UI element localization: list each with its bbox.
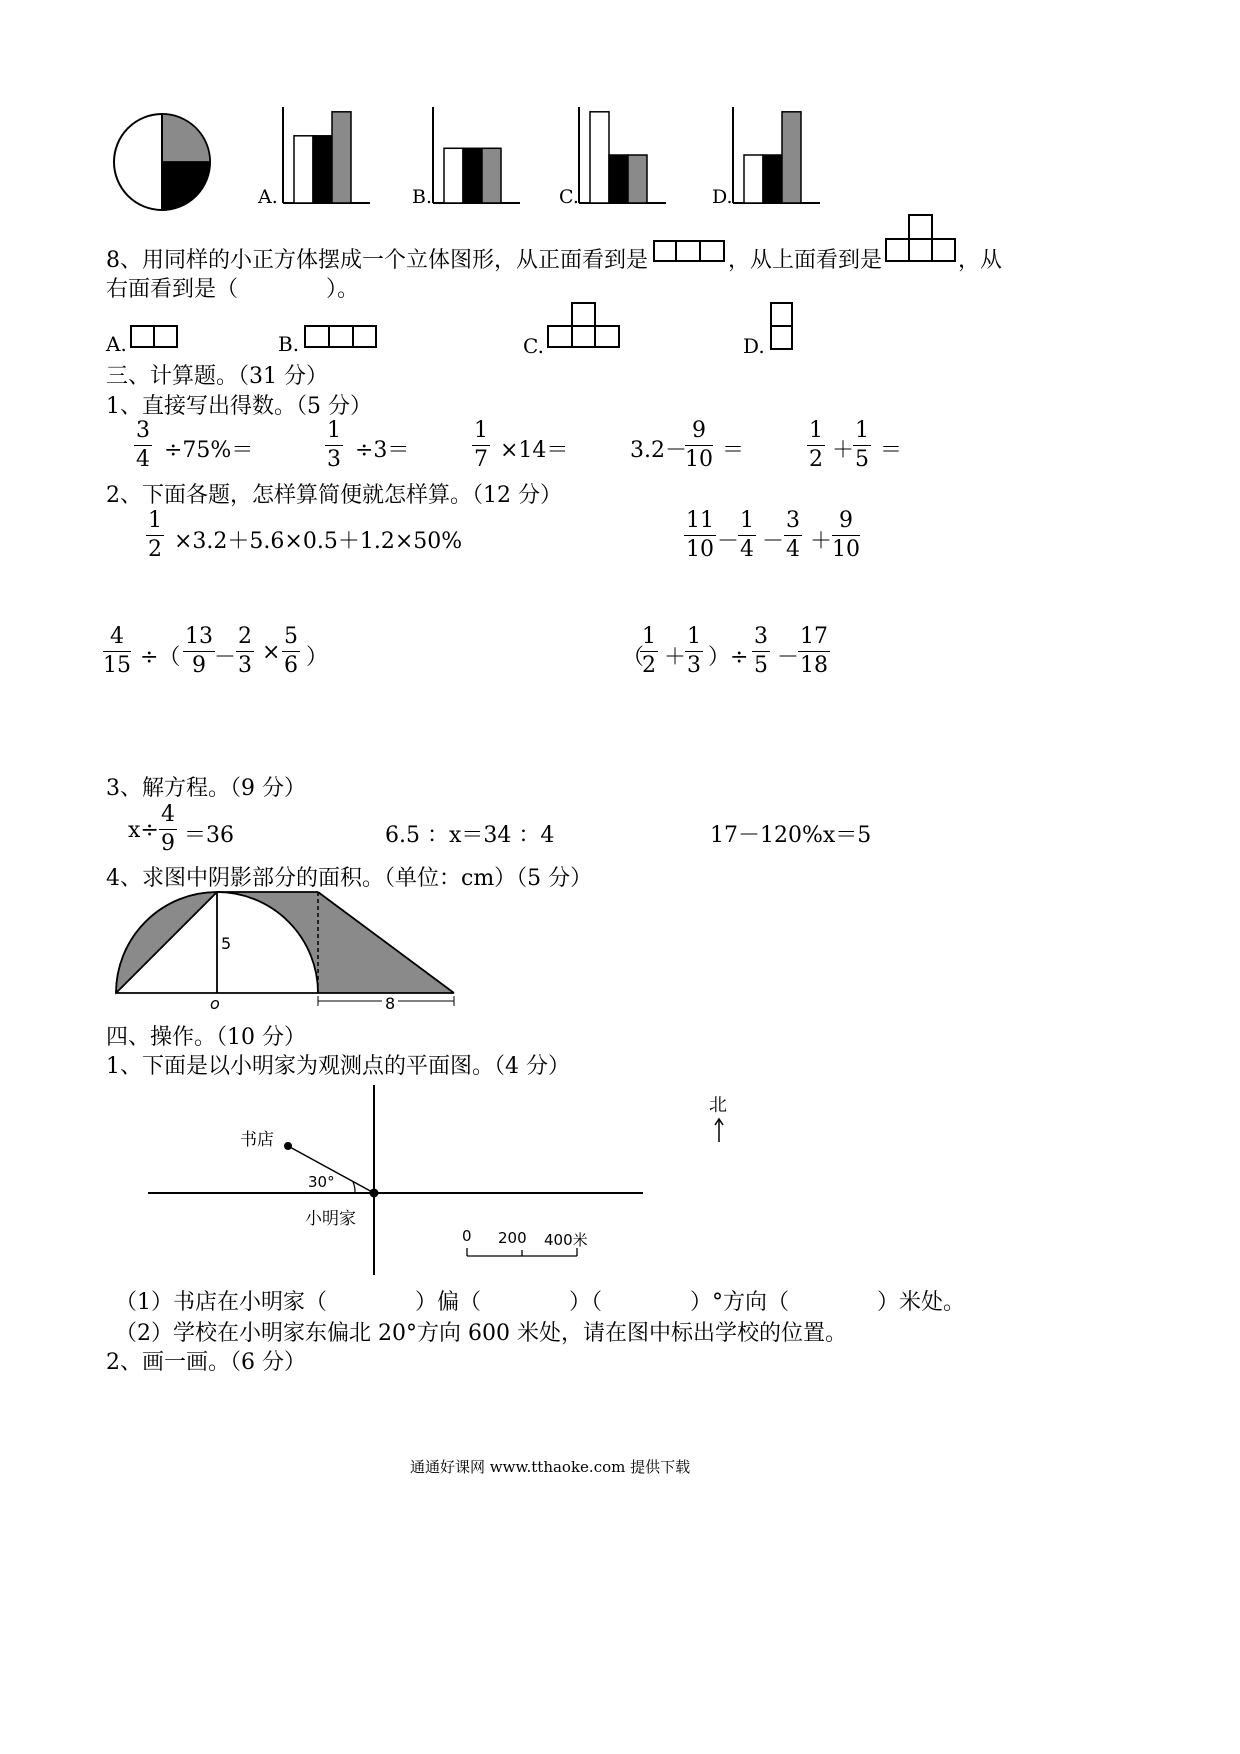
operator: （ — [622, 645, 645, 670]
fraction: $\frac{1}{7}$ — [474, 418, 488, 472]
bar — [313, 136, 332, 203]
q8-option-a-letter: A. — [106, 332, 127, 356]
north-label: 北 — [709, 1095, 727, 1116]
fraction: $\frac{1}{3}$ — [327, 418, 341, 472]
operator: － — [777, 645, 800, 670]
fraction: $\frac{3}{5}$ — [754, 624, 768, 678]
bar-option-letter: A. — [258, 186, 278, 208]
section-3-title: 三、计算题。（31 分） — [106, 364, 328, 389]
equation-text: x÷ — [128, 818, 159, 843]
bar-chart-option — [732, 107, 822, 205]
bar — [463, 148, 482, 203]
expression-text: ÷75%＝ — [164, 438, 254, 463]
bar-option-letter: D. — [712, 186, 733, 208]
expression-text: ×3.2＋5.6×0.5＋1.2×50% — [174, 529, 463, 554]
fraction: $\frac{9}{10}$ — [832, 508, 860, 562]
scale-label-0: 0 — [462, 1227, 472, 1245]
option-b-cell — [352, 325, 377, 348]
option-a-cell — [153, 325, 178, 348]
s3-q3-title: 3、解方程。（9 分） — [106, 776, 306, 801]
front-view-cell — [699, 240, 725, 262]
pie-chart — [110, 110, 214, 214]
fraction: $\frac{2}{3}$ — [238, 624, 252, 678]
fraction: $\frac{1}{3}$ — [687, 624, 701, 678]
q8-text-1b: ，从上面看到是 — [728, 248, 883, 273]
operator: ） — [306, 645, 329, 670]
bar-option-letter: B. — [412, 186, 433, 208]
bookstore-label: 书店 — [240, 1130, 274, 1150]
shaded-area-figure — [110, 885, 460, 1015]
scale-label-400: 400米 — [544, 1231, 588, 1249]
s4-q2-title: 2、画一画。（6 分） — [106, 1350, 306, 1375]
s3-q4-title: 4、求图中阴影部分的面积。（单位：cm）（5 分） — [106, 866, 593, 891]
bar — [482, 148, 501, 203]
bar-chart-option — [282, 107, 372, 205]
center-label: o — [210, 994, 220, 1013]
bar-option-letter: C. — [559, 186, 579, 208]
option-b-cell — [304, 325, 330, 348]
option-c-cell — [571, 302, 596, 327]
bar — [628, 155, 647, 203]
fraction: $\frac{3}{4}$ — [136, 418, 150, 472]
fraction: $\frac{1}{5}$ — [855, 418, 869, 472]
expression-text: ×14＝ — [500, 438, 569, 463]
operator: ）÷ — [708, 645, 749, 670]
fraction: $\frac{9}{10}$ — [685, 418, 713, 472]
s4-q1-a: （1）书店在小明家（ ）偏（ ）（ ）°方向（ ）米处。 — [115, 1290, 965, 1315]
bar — [609, 155, 628, 203]
north-arrow-icon — [712, 1118, 726, 1144]
q8-text-2: 右面看到是（ ）。 — [106, 277, 360, 302]
scale-label-200: 200 — [498, 1229, 527, 1247]
s3-q2-title: 2、下面各题，怎样算简便就怎样算。（12 分） — [106, 483, 562, 508]
bar — [294, 136, 313, 203]
footer-text: 通通好课网 www.tthaoke.com 提供下载 — [410, 1458, 691, 1476]
fraction: $\frac{11}{10}$ — [686, 508, 714, 562]
fraction: $\frac{4}{15}$ — [103, 624, 131, 678]
operator: － — [717, 529, 740, 554]
top-view-cell — [908, 238, 933, 262]
front-view-cell — [675, 240, 701, 262]
s4-q1-b: （2）学校在小明家东偏北 20°方向 600 米处，请在图中标出学校的位置。 — [115, 1321, 847, 1346]
option-c-cell — [594, 325, 620, 348]
fraction: $\frac{1}{2}$ — [809, 418, 823, 472]
equation-text: 17－120%x＝5 — [710, 823, 872, 848]
expression-text: 3.2－ — [630, 438, 687, 463]
bar — [782, 112, 801, 203]
fraction: $\frac{1}{2}$ — [642, 624, 656, 678]
radius-label: 5 — [221, 934, 232, 953]
fraction: $\frac{1}{2}$ — [148, 508, 162, 562]
top-view-cell — [931, 238, 956, 262]
expression-text: ÷3＝ — [355, 438, 410, 463]
fraction: $\frac{1}{4}$ — [740, 508, 754, 562]
option-d-cell — [770, 302, 793, 327]
option-d-cell — [770, 325, 793, 350]
top-view-cell — [885, 238, 910, 262]
operator: ＋ — [810, 529, 833, 554]
fraction: $\frac{17}{18}$ — [800, 624, 828, 678]
fraction: $\frac{13}{9}$ — [185, 624, 213, 678]
q8-text-1c: ，从 — [958, 248, 1003, 273]
q8-option-d-letter: D. — [743, 334, 765, 358]
bar — [590, 112, 609, 203]
equation-text: 6.5 ：x＝34 ：4 — [385, 823, 555, 848]
angle-label: 30° — [308, 1173, 335, 1191]
operator: － — [762, 529, 785, 554]
base-length-label: 8 — [382, 994, 398, 1013]
top-view-cell — [908, 214, 933, 240]
q8-option-b-letter: B. — [278, 332, 300, 356]
bar — [332, 112, 351, 203]
q8-text-1a: 8、用同样的小正方体摆成一个立体图形，从正面看到是 — [106, 248, 648, 273]
bar-chart-option — [578, 107, 668, 205]
operator: × — [262, 640, 281, 665]
bar — [444, 148, 463, 203]
option-b-cell — [328, 325, 354, 348]
fraction: $\frac{4}{9}$ — [161, 802, 175, 856]
operator: － — [214, 645, 237, 670]
bar — [744, 155, 763, 203]
fraction: $\frac{5}{6}$ — [284, 624, 298, 678]
operator: ＋ — [664, 645, 687, 670]
bar — [763, 155, 782, 203]
fraction: $\frac{3}{4}$ — [786, 508, 800, 562]
expression-text: ＝ — [722, 438, 745, 463]
q8-option-c-letter: C. — [523, 334, 544, 358]
s4-q1-title: 1、下面是以小明家为观测点的平面图。（4 分） — [106, 1054, 570, 1079]
option-a-cell — [130, 325, 155, 348]
bar-chart-option — [432, 107, 522, 205]
option-c-cell — [547, 325, 573, 348]
section-4-title: 四、操作。（10 分） — [106, 1025, 306, 1050]
equation-text: ＝36 — [184, 823, 234, 848]
front-view-cell — [653, 240, 677, 262]
s3-q1-title: 1、直接写出得数。（5 分） — [106, 394, 372, 419]
expression-text: ＝ — [880, 438, 903, 463]
option-c-cell — [571, 325, 596, 348]
home-label: 小明家 — [305, 1209, 356, 1229]
operator: ＋ — [832, 438, 855, 463]
operator: ÷（ — [140, 645, 181, 670]
